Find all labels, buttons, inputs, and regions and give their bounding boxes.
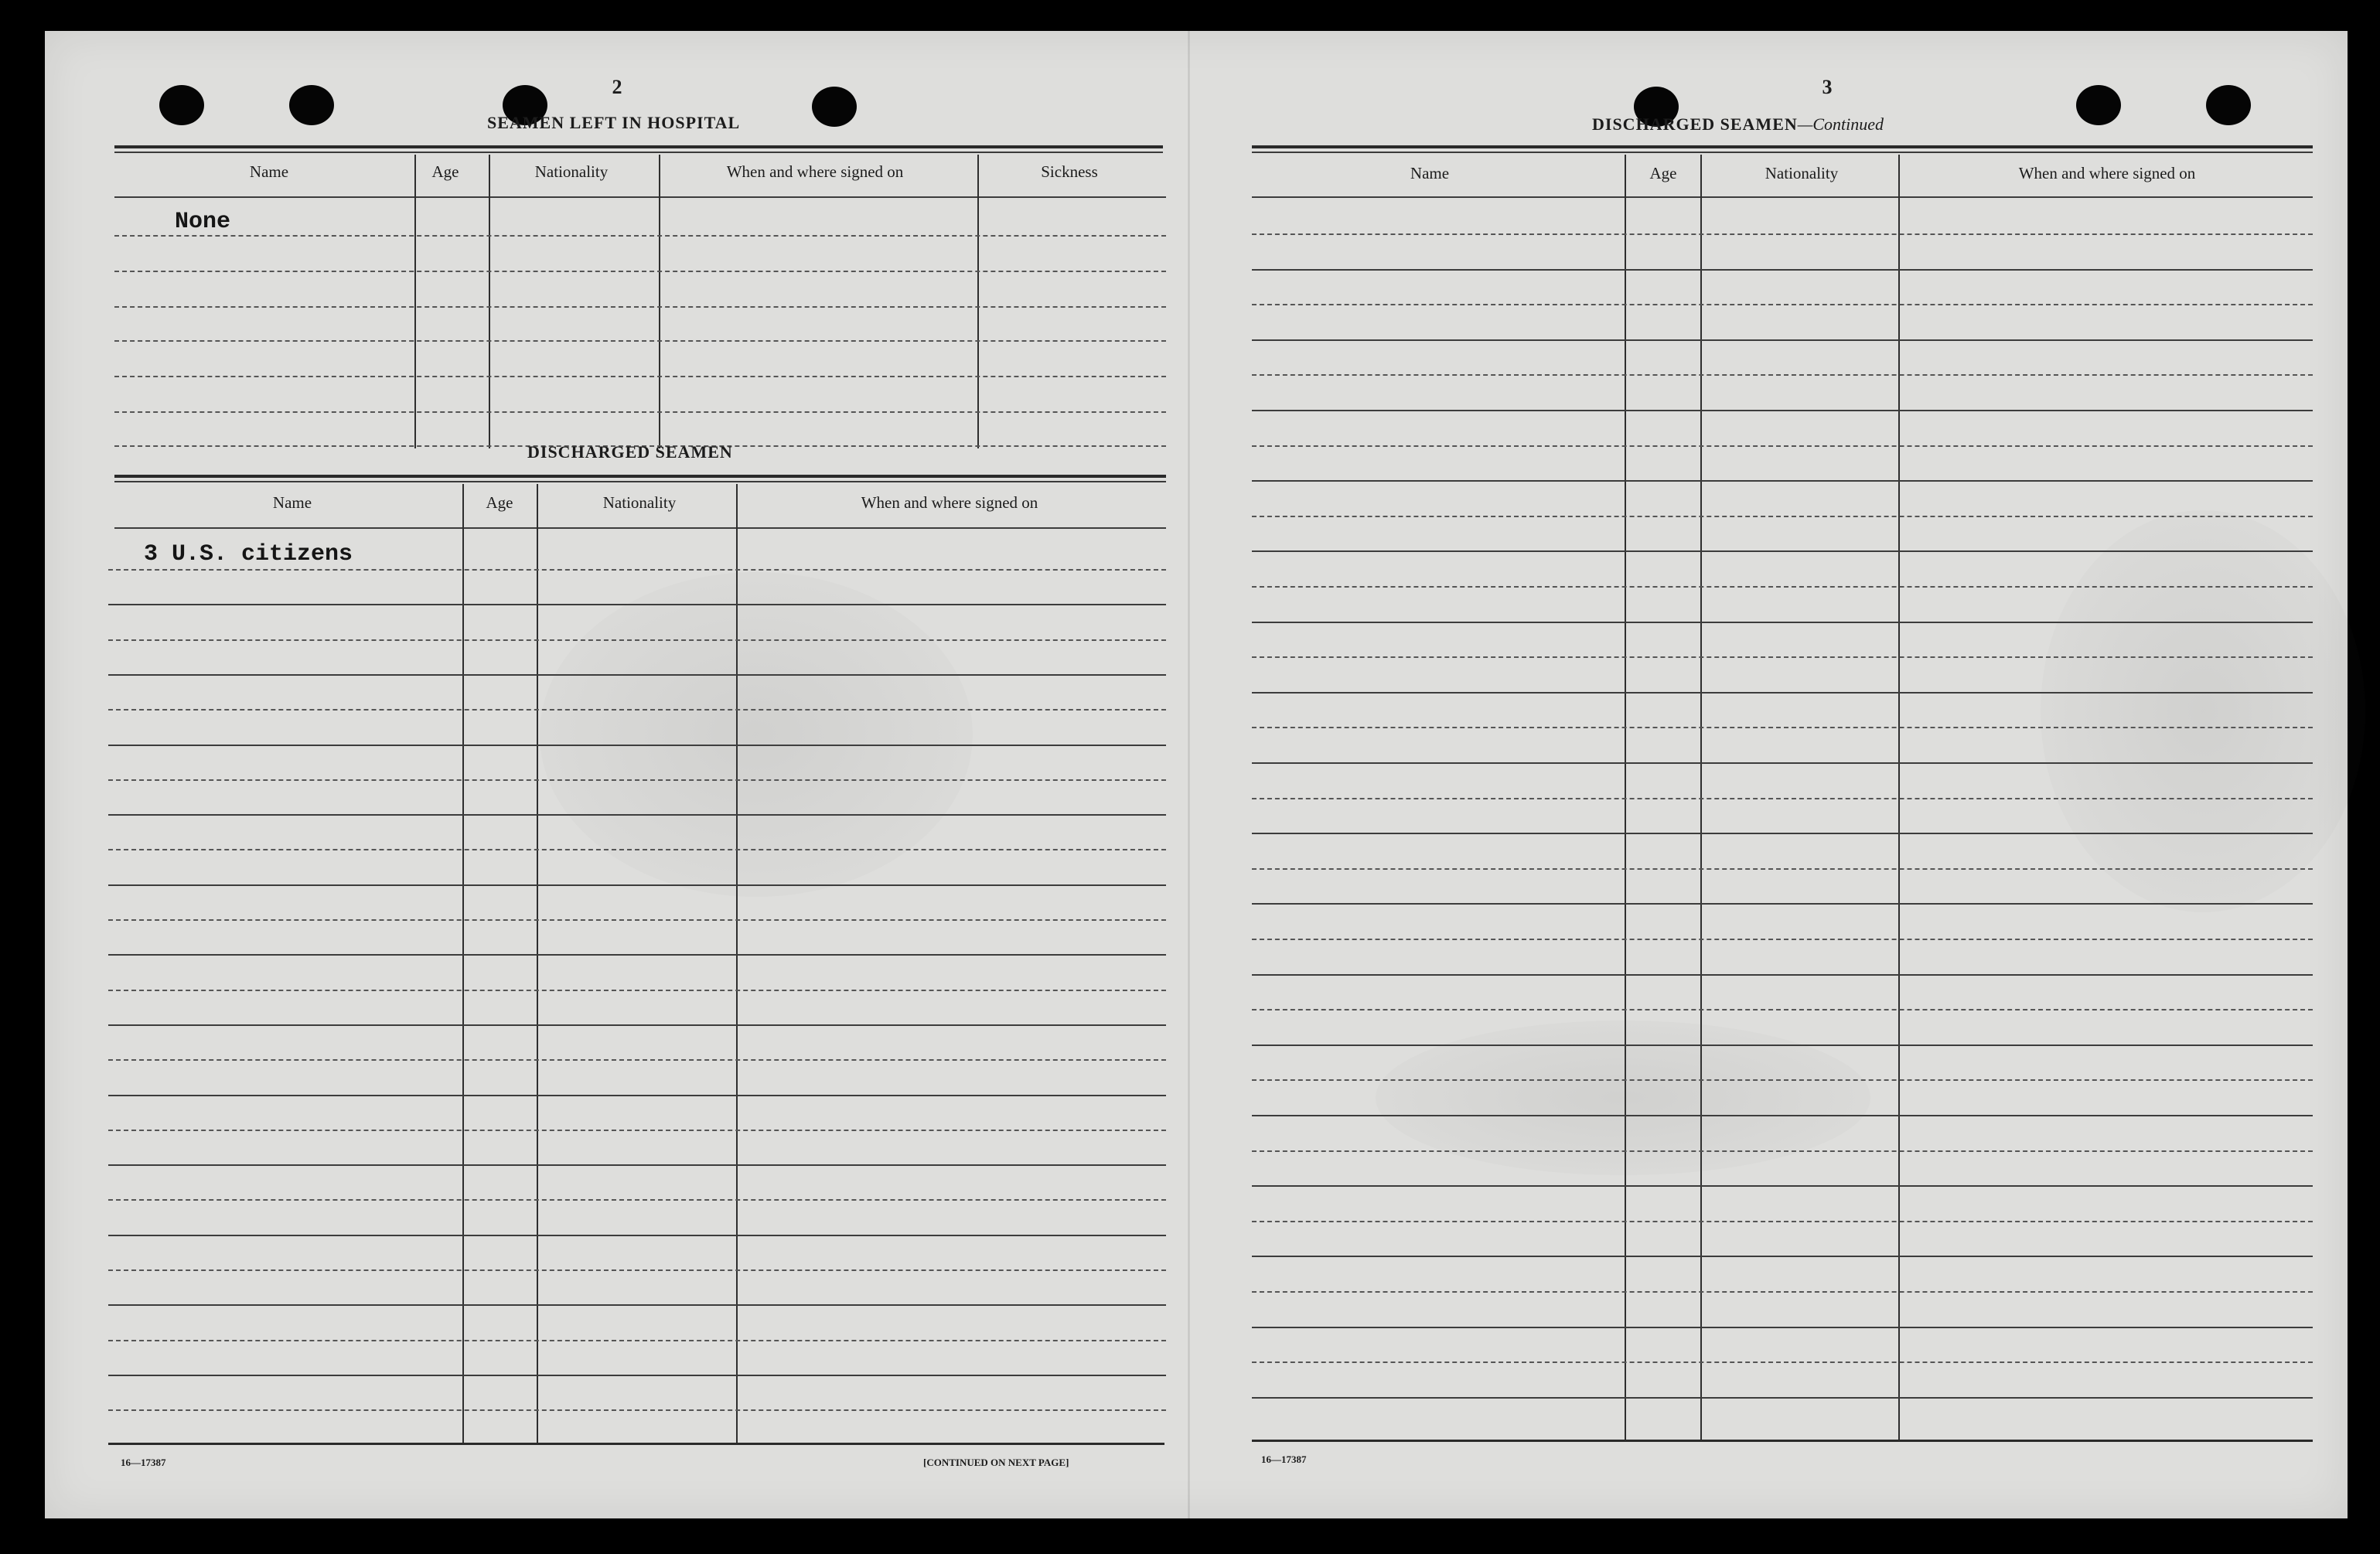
table-row (1252, 903, 2313, 905)
table-row (108, 1269, 1166, 1271)
table-top-rule (114, 152, 1163, 153)
table-row (108, 1375, 1166, 1376)
table-row (114, 271, 1166, 272)
table-row (108, 1409, 1166, 1411)
form-code: 16—17387 (1261, 1453, 1307, 1465)
right-section-title-main: DISCHARGED SEAMEN (1592, 114, 1798, 134)
table-row (1252, 480, 2313, 482)
hospital-section-title: SEAMEN LEFT IN HOSPITAL (487, 113, 741, 132)
column-divider (462, 484, 464, 1443)
column-divider (414, 155, 416, 448)
table-row (1252, 304, 2313, 305)
table-row (108, 569, 1166, 571)
column-header-signed-on: When and where signed on (726, 162, 904, 181)
punch-hole (2076, 85, 2121, 125)
column-header-nationality: Nationality (534, 162, 609, 181)
page-number: 3 (1822, 76, 1833, 98)
column-header-name: Name (272, 493, 312, 512)
table-top-rule (1252, 152, 2313, 153)
column-divider (659, 155, 660, 448)
table-row (1252, 939, 2313, 940)
table-row (1252, 1256, 2313, 1257)
document-sheet (45, 31, 2348, 1518)
column-divider (537, 484, 538, 1443)
table-row (108, 1340, 1166, 1341)
column-header-nationality: Nationality (1765, 164, 1839, 182)
table-row (108, 1164, 1166, 1166)
table-row (108, 884, 1166, 886)
table-row (1252, 974, 2313, 976)
table-row (108, 954, 1166, 956)
table-top-rule (1252, 145, 2313, 148)
table-bottom-rule (1252, 1440, 2313, 1442)
punch-hole (289, 85, 334, 125)
table-row (1252, 233, 2313, 235)
punch-hole (812, 87, 857, 127)
table-row (108, 1199, 1166, 1201)
right-section-title (1592, 114, 1884, 135)
table-row (108, 1304, 1166, 1306)
table-row (114, 306, 1166, 308)
right-page (1190, 31, 2348, 1518)
table-row (108, 1024, 1166, 1026)
left-page (45, 31, 1188, 1518)
table-row (1252, 269, 2313, 271)
table-row (1252, 1361, 2313, 1363)
header-rule (114, 527, 1166, 529)
table-row (108, 1130, 1166, 1131)
stamp-smudge (1376, 1021, 1870, 1175)
column-header-nationality: Nationality (602, 493, 677, 512)
stamp-smudge (2041, 510, 2365, 912)
continued-note: [CONTINUED ON NEXT PAGE] (923, 1457, 1069, 1468)
column-header-sickness: Sickness (1041, 162, 1098, 181)
column-header-age: Age (1649, 164, 1677, 182)
punch-hole (2206, 85, 2251, 125)
table-row (1252, 516, 2313, 517)
hospital-entry: None (175, 209, 231, 235)
punch-hole (159, 85, 204, 125)
table-row (1252, 339, 2313, 341)
column-divider (489, 155, 490, 448)
header-rule (1252, 196, 2313, 198)
column-header-age: Age (486, 493, 513, 512)
table-row (1252, 1291, 2313, 1293)
table-row (1252, 1009, 2313, 1010)
table-row (108, 1059, 1166, 1061)
table-row (108, 990, 1166, 991)
table-top-rule (114, 481, 1166, 482)
table-row (114, 376, 1166, 377)
table-row (1252, 1327, 2313, 1328)
table-row (114, 235, 1166, 237)
column-header-signed-on: When and where signed on (861, 493, 1038, 512)
table-row (114, 340, 1166, 342)
table-row (1252, 445, 2313, 447)
table-row (1252, 374, 2313, 376)
table-row (1252, 1221, 2313, 1222)
table-row (108, 1095, 1166, 1096)
column-header-name: Name (249, 162, 289, 181)
discharged-entry: 3 U.S. citizens (144, 541, 353, 567)
table-bottom-rule (108, 1443, 1164, 1445)
right-section-title-suffix: —Continued (1797, 114, 1884, 134)
table-row (1252, 410, 2313, 411)
form-code: 16—17387 (121, 1457, 166, 1468)
header-rule (114, 196, 1166, 198)
table-row (108, 1235, 1166, 1236)
table-row (108, 919, 1166, 921)
column-header-name: Name (1410, 164, 1450, 182)
column-header-signed-on: When and where signed on (2018, 164, 2196, 182)
stamp-smudge (540, 572, 973, 897)
column-divider (977, 155, 979, 448)
table-row (1252, 1397, 2313, 1399)
page-number: 2 (612, 76, 622, 98)
table-top-rule (114, 475, 1166, 478)
column-header-age: Age (431, 162, 459, 181)
table-top-rule (114, 145, 1163, 148)
table-row (1252, 1185, 2313, 1187)
discharged-section-title: DISCHARGED SEAMEN (527, 442, 733, 462)
table-row (114, 411, 1166, 413)
